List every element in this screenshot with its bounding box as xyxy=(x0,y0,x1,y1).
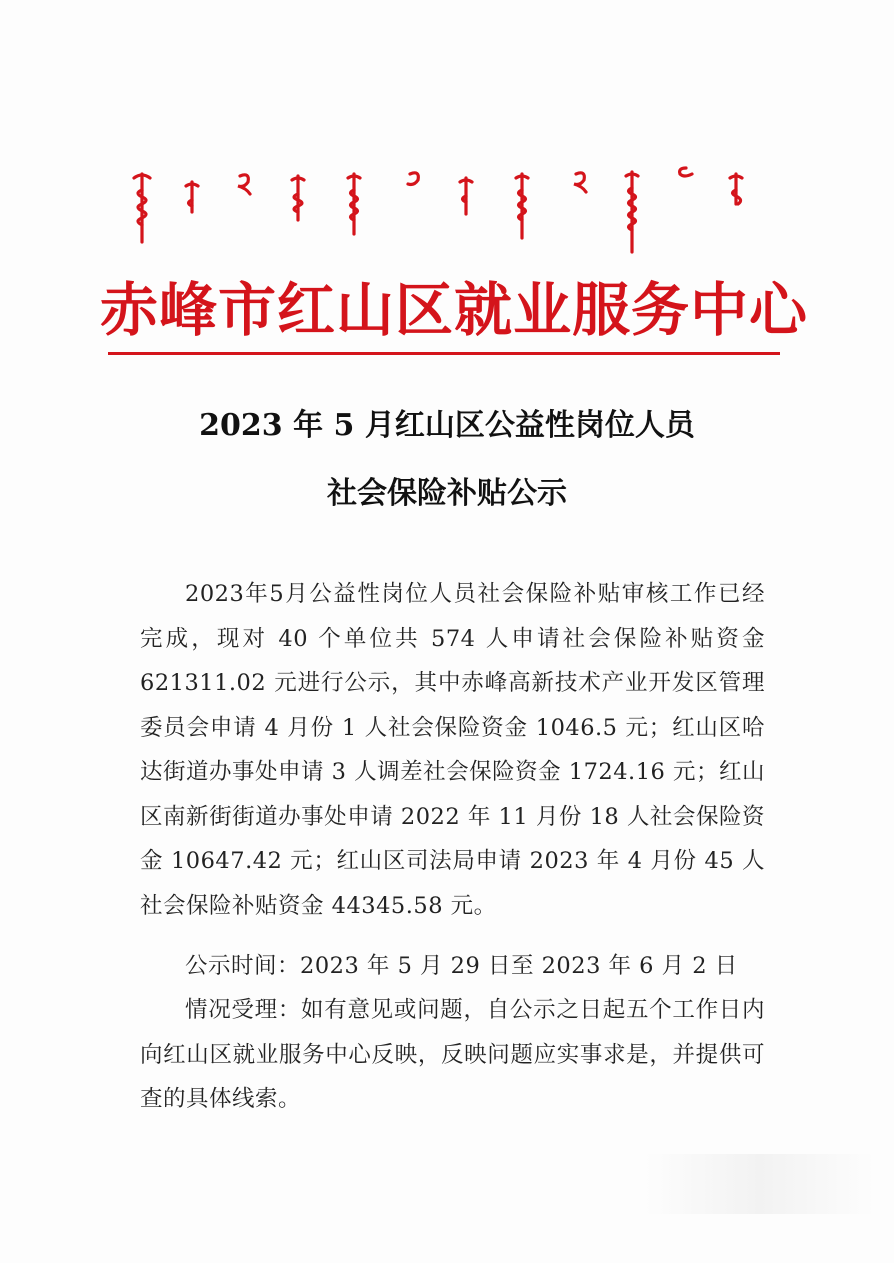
document-title-line-1: 2023 年 5 月红山区公益性岗位人员 xyxy=(199,408,695,443)
paragraph-text: 公示时间：2023 年 5 月 29 日至 2023 年 6 月 2 日 xyxy=(185,953,738,979)
body-paragraph-1 xyxy=(140,572,765,928)
red-divider xyxy=(108,352,780,355)
body-paragraph-2 xyxy=(140,944,765,989)
body-paragraph-3 xyxy=(140,988,765,1122)
mongolian-script-header xyxy=(120,160,760,260)
document-title-line-2: 社会保险补贴公示 xyxy=(327,476,567,511)
scan-artifact xyxy=(645,1154,875,1214)
org-name-heading: 赤峰市红山区就业服务中心 xyxy=(100,276,809,344)
mongolian-script-org-name-icon xyxy=(120,160,760,260)
paragraph-text: 2023年5月公益性岗位人员社会保险补贴审核工作已经完成，现对 40 个单位共 574 人申请社会保险补贴资金 621311.02 元进行公示，其中赤峰高新技术产业开发区管理委员会申请 4 月份 1 人社会保险资金 1046.5 元；红山区哈达街道办事处申请 3 人调差社会保险资金 1724.16 元；红山区南新街街道办事处申请 2022 年 11 月份 18 人社会保险资金 10647.42 元；红山区司法局申请 2023 年 4 月份 45 人社会保险补贴资金 44345.58 元。 xyxy=(140,581,765,919)
paragraph-text: 情况受理：如有意见或问题，自公示之日起五个工作日内向红山区就业服务中心反映，反映问题应实事求是，并提供可查的具体线索。 xyxy=(140,997,765,1112)
